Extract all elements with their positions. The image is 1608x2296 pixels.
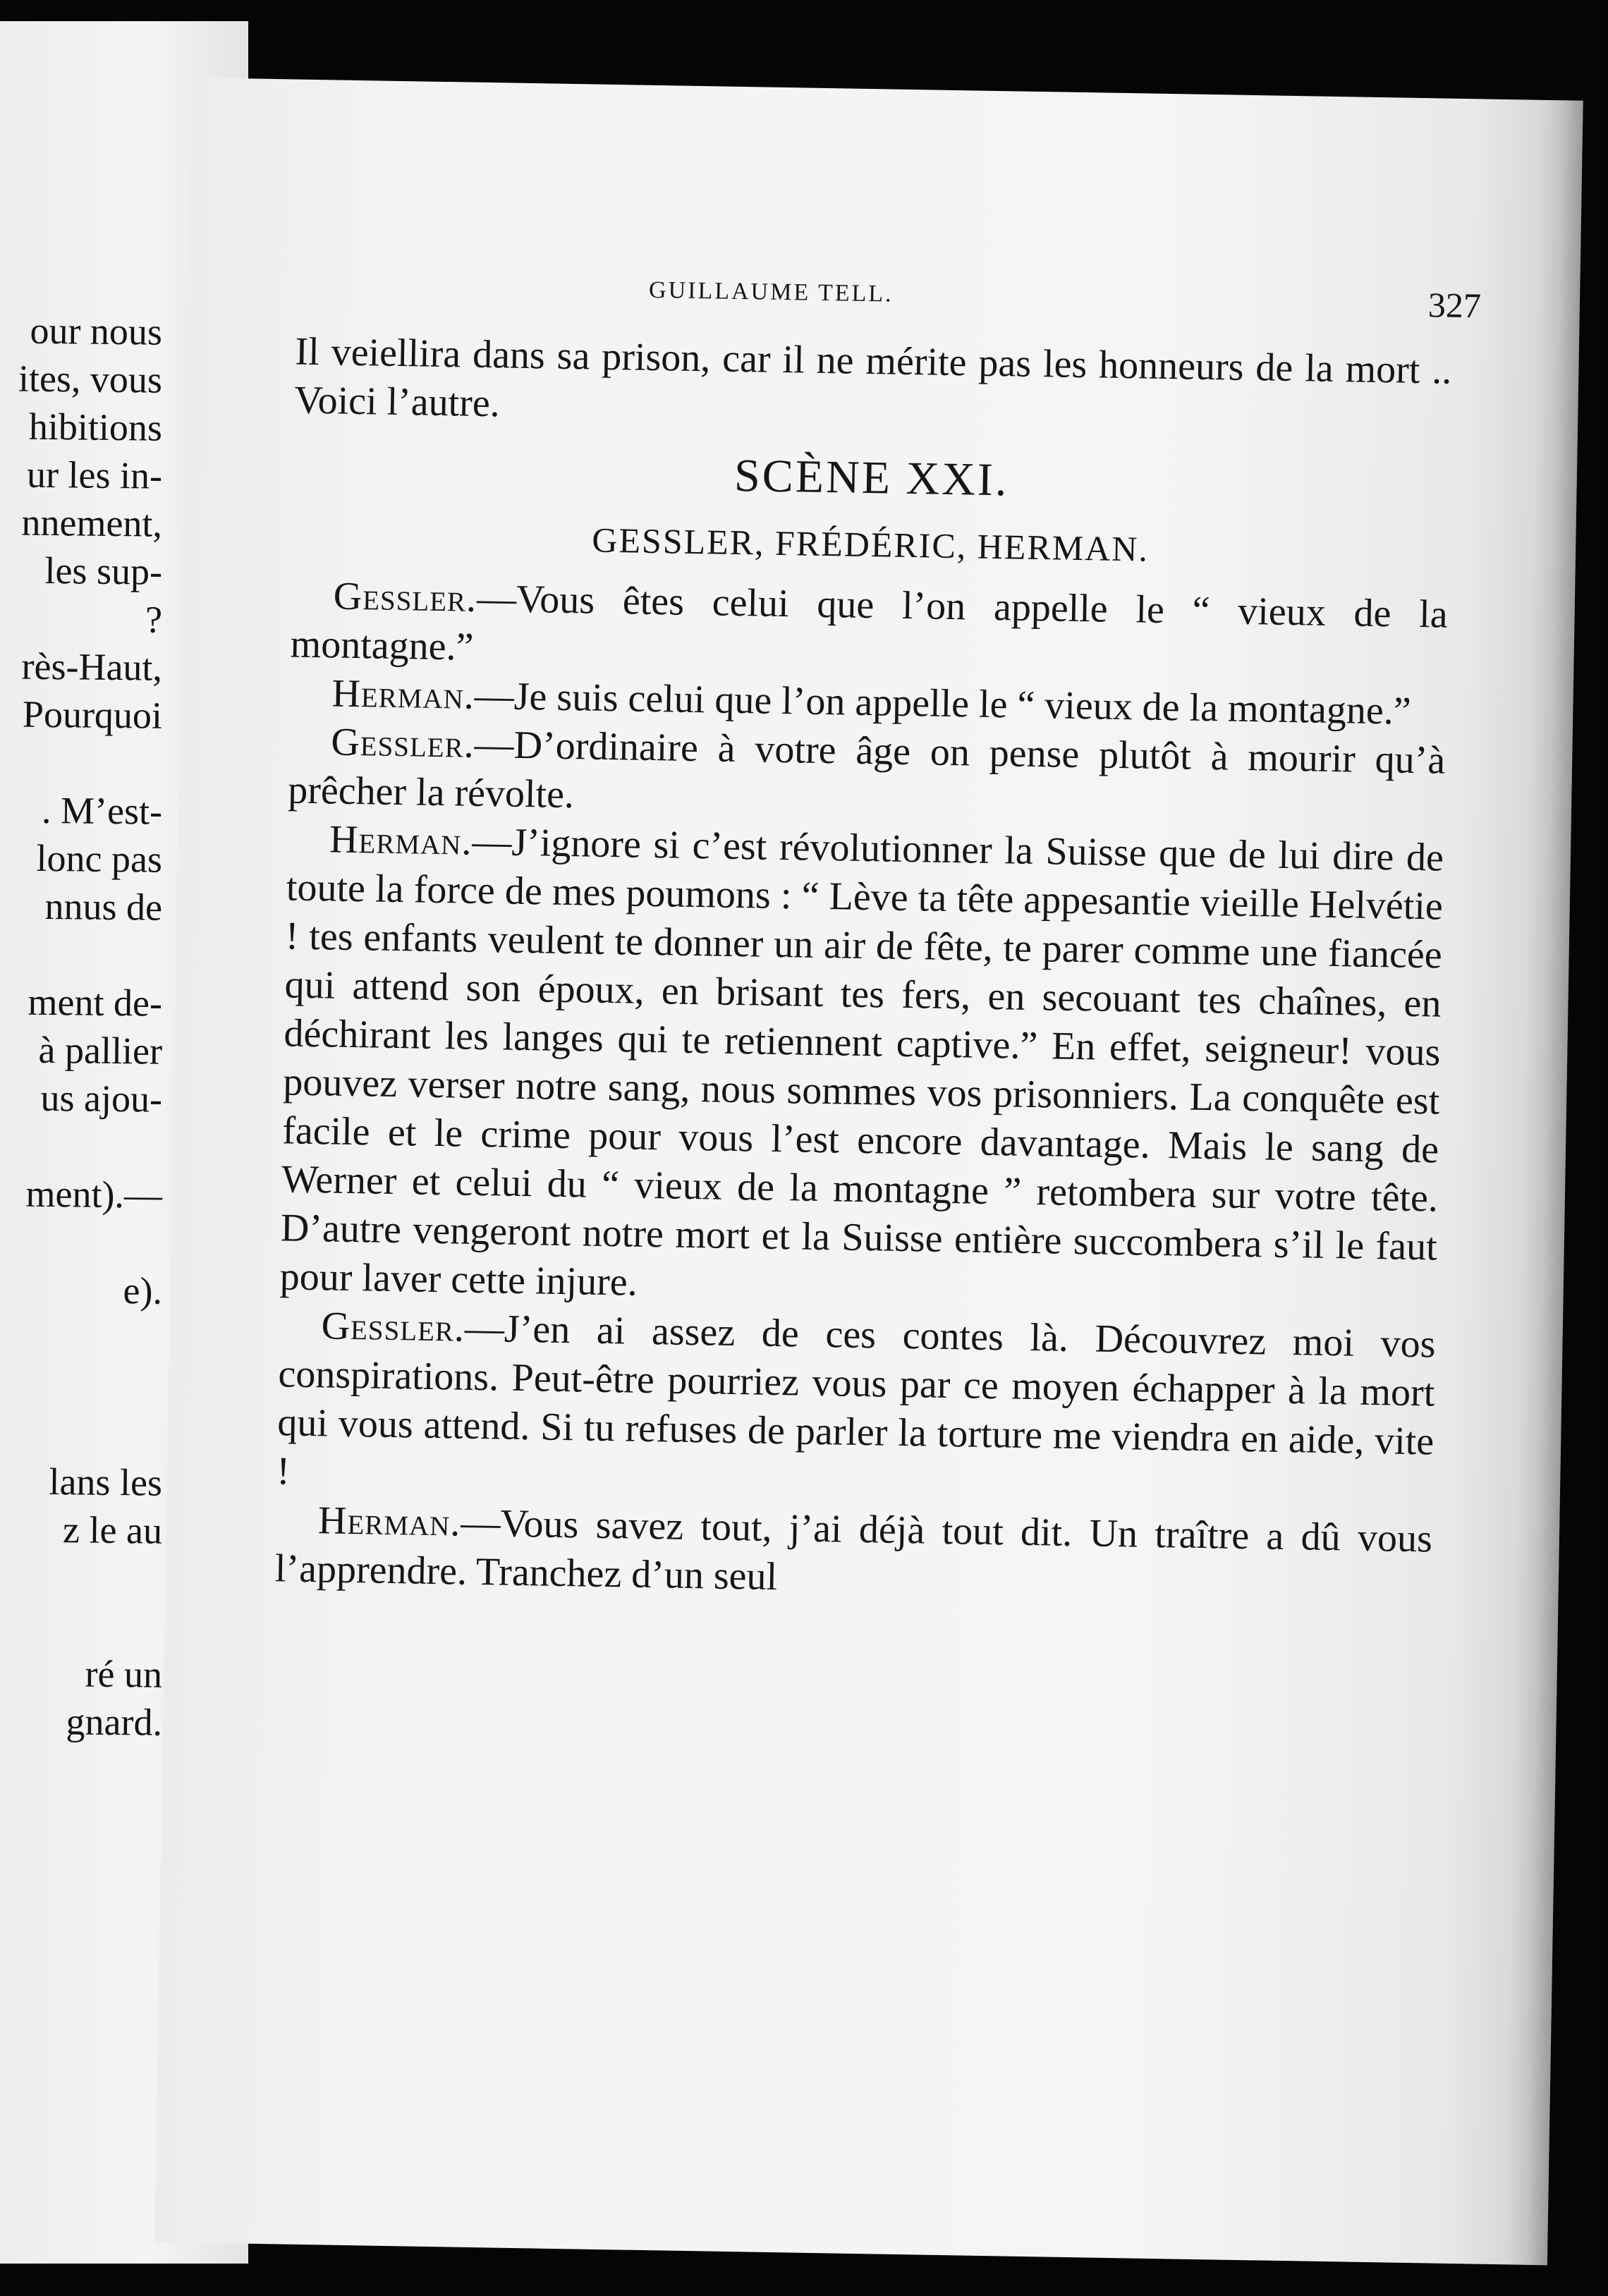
- opening-paragraph: Il veiellira dans sa prison, car il ne mérite pas les honneurs de la mort .. Voici l’autre.: [293, 329, 1452, 426]
- left-page-line: ment).—: [25, 1172, 163, 1216]
- left-page-line: us ajou-: [40, 1076, 163, 1120]
- page-number: 327: [1427, 285, 1482, 326]
- speech-text: —J’en ai assez de ces contes là. Découvrez moi vos conspirations. Peut-être pourriez vous par ce moyen échapper à la mort qui vous attend. Si tu refuses de parler la torture me viendra en aide, vite !: [276, 1306, 1436, 1494]
- speech-paragraph: [290, 571, 1448, 688]
- left-page-line: lans les: [49, 1460, 163, 1504]
- scene-title: SCÈNE XXI.: [733, 449, 1009, 506]
- speech-text: —J’ignore si c’est révolutionner la Suisse que de lui dire de toute la force de mes poumons : “ Lève ta tête appesantie vieille Helvétie ! tes enfants veulent te donner un air de fête, te parer comme une fiancée qui attend son époux, en brisant tes fers, en secouant tes chaînes, en déchirant les langes qui te retiennent captive.” En effet, seigneur! vous pouvez verser notre sang, nous sommes vos prisonniers. La conquête est facile et le crime pour vous l’est encore davantage. Mais le sang de Werner et celui du “ vieux de la montagne ” retombera sur votre tête. D’autre vengeront notre mort et la Suisse entière succombera s’il le faut pour laver cette injure.: [279, 819, 1444, 1305]
- speech-text: —Je suis celui que l’on appelle le “ vieux de la montagne.”: [474, 673, 1412, 733]
- page-edge-shadow: [1505, 100, 1583, 2266]
- speech-paragraph: [274, 1496, 1432, 1612]
- speaker-name: Gessler.: [333, 574, 477, 621]
- speech-paragraph: [279, 814, 1444, 1320]
- speaker-name: Herman.: [331, 671, 475, 718]
- scene-characters: GESSLER, FRÉDÉRIC, HERMAN.: [591, 520, 1150, 569]
- left-page-line: ment de-: [28, 980, 163, 1025]
- left-page-line: ?: [145, 598, 163, 641]
- left-page-line: nnement,: [21, 501, 163, 545]
- left-page-line: hibitions: [28, 405, 163, 449]
- left-page-line: Pourquoi: [22, 692, 163, 737]
- speech-text: —Vous savez tout, j’ai déjà tout dit. Un traître a dû vous l’apprendre. Tranchez d’un seul: [274, 1501, 1433, 1599]
- speaker-name: Gessler.: [321, 1304, 465, 1350]
- right-page: [154, 78, 1583, 2265]
- speaker-name: Gessler.: [330, 720, 475, 767]
- left-page-line: z le au: [62, 1508, 163, 1552]
- left-page-line: nnus de: [44, 884, 163, 929]
- left-page-line: à pallier: [38, 1028, 163, 1073]
- speech-paragraph: [276, 1301, 1436, 1515]
- left-page-line: ré un: [85, 1652, 163, 1696]
- running-title: GUILLAUME TELL.: [648, 276, 894, 307]
- speaker-name: Herman.: [329, 817, 473, 864]
- left-page-line: rès-Haut,: [21, 645, 163, 689]
- speech-text: —D’ordinaire à votre âge on pense plutôt à mourir qu’à prêcher la révolte.: [287, 722, 1446, 817]
- speaker-name: Herman.: [317, 1498, 461, 1545]
- left-page-line: . M’est-: [41, 788, 163, 833]
- left-page-line: ites, vous: [18, 357, 163, 401]
- page-content: [274, 271, 1482, 1613]
- left-page-line: e).: [123, 1269, 163, 1312]
- left-page-line: gnard.: [66, 1700, 163, 1744]
- left-page-line: les sup-: [44, 549, 163, 593]
- left-page-line: our nous: [30, 309, 163, 353]
- speech-paragraph: [288, 717, 1446, 833]
- left-page-line: ur les in-: [26, 453, 163, 497]
- speech-text: —Vous êtes celui que l’on appelle le “ vieux de la montagne.”: [290, 576, 1449, 669]
- left-page-line: lonc pas: [36, 836, 163, 881]
